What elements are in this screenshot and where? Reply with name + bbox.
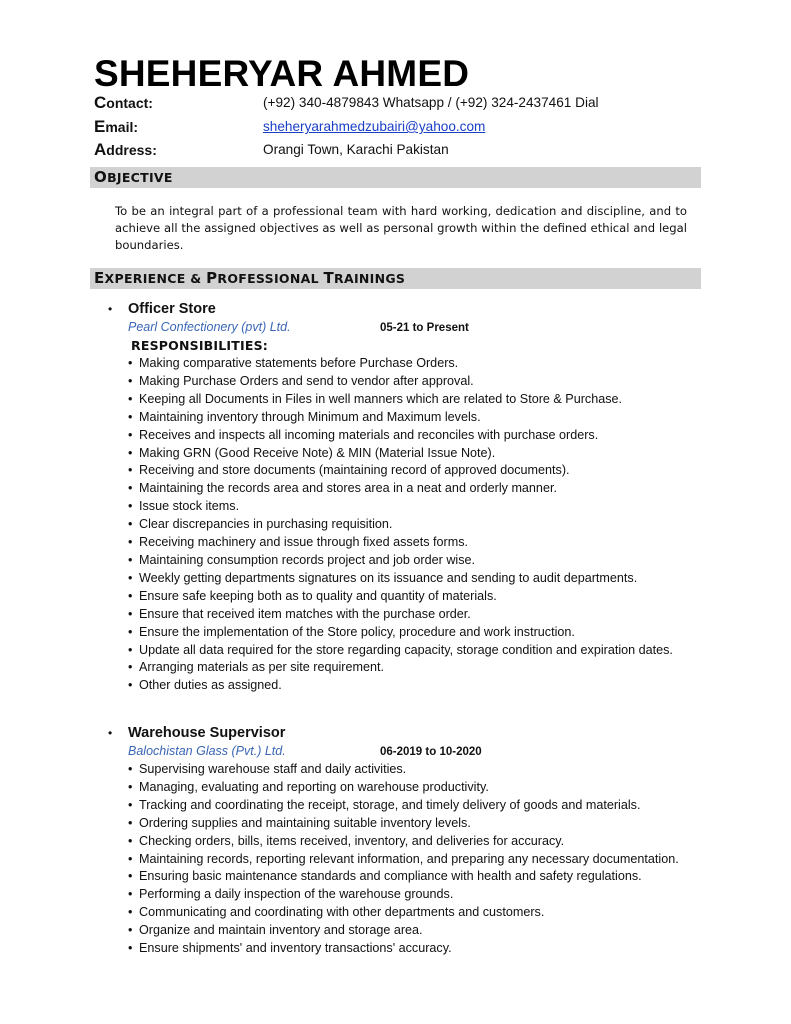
list-item: • Making Purchase Orders and send to vendor after approval. [128, 373, 708, 391]
list-item: • Organize and maintain inventory and storage area. [128, 922, 708, 940]
job-dates: 06-2019 to 10-2020 [380, 746, 482, 758]
company-name: Balochistan Glass (Pvt.) Ltd. [128, 744, 286, 758]
list-item: • Making comparative statements before Purchase Orders. [128, 355, 708, 373]
list-item: • Tracking and coordinating the receipt, storage, and timely delivery of goods and materials. [128, 797, 708, 815]
candidate-name: SHEHERYAR AHMED [94, 53, 470, 94]
list-item: • Maintaining records, reporting relevant information, and preparing any necessary documentation. [128, 851, 708, 869]
email-link[interactable]: sheheryarahmedzubairi@yahoo.com [263, 119, 486, 134]
address-label: Address: [94, 140, 157, 159]
list-item: • Receiving and store documents (maintaining record of approved documents). [128, 462, 708, 480]
list-item: • Receives and inspects all incoming materials and reconciles with purchase orders. [128, 427, 708, 445]
list-item: • Receiving machinery and issue through fixed assets forms. [128, 534, 708, 552]
list-item: • Making GRN (Good Receive Note) & MIN (Material Issue Note). [128, 445, 708, 463]
list-item: • Arranging materials as per site requirement. [128, 659, 708, 677]
job-title: Warehouse Supervisor [128, 725, 286, 741]
list-item: • Maintaining the records area and stores area in a neat and orderly manner. [128, 480, 708, 498]
list-item: • Ensure that received item matches with the purchase order. [128, 606, 708, 624]
list-item: • Supervising warehouse staff and daily activities. [128, 761, 708, 779]
list-item: • Ensuring basic maintenance standards and compliance with health and safety regulations. [128, 868, 708, 886]
job-responsibilities-list [128, 355, 708, 695]
job-dates: 05-21 to Present [380, 322, 469, 334]
list-item: • Keeping all Documents in Files in well manners which are related to Store & Purchase. [128, 391, 708, 409]
list-item: • Ordering supplies and maintaining suitable inventory levels. [128, 815, 708, 833]
contact-label: Contact: [94, 93, 153, 112]
list-item: • Checking orders, bills, items received, inventory, and deliveries for accuracy. [128, 833, 708, 851]
experience-section-bar [90, 268, 701, 289]
responsibilities-label: RESPONSIBILITIES: [131, 338, 268, 353]
bullet-icon: • [108, 726, 113, 740]
list-item: • Maintaining inventory through Minimum and Maximum levels. [128, 409, 708, 427]
address-value: Orangi Town, Karachi Pakistan [263, 142, 449, 157]
list-item: • Ensure the implementation of the Store policy, procedure and work instruction. [128, 624, 708, 642]
objective-text: To be an integral part of a professional team with hard working, dedication and discipline, and to achieve all the assigned objectives as well as personal growth within the defined ethical and legal boundaries. [115, 204, 687, 252]
list-item: • Ensure shipments' and inventory transactions' accuracy. [128, 940, 708, 958]
list-item: • Maintaining consumption records project and job order wise. [128, 552, 708, 570]
list-item: • Issue stock items. [128, 498, 708, 516]
list-item: • Ensure safe keeping both as to quality and quantity of materials. [128, 588, 708, 606]
list-item: • Performing a daily inspection of the warehouse grounds. [128, 886, 708, 904]
email-label: Email: [94, 117, 139, 136]
list-item: • Update all data required for the store regarding capacity, storage condition and expiration dates. [128, 642, 708, 660]
list-item: • Other duties as assigned. [128, 677, 708, 695]
list-item: • Communicating and coordinating with other departments and customers. [128, 904, 708, 922]
contact-value: (+92) 340-4879843 Whatsapp / (+92) 324-2437461 Dial [263, 95, 599, 110]
bullet-icon: • [108, 302, 113, 316]
list-item: • Clear discrepancies in purchasing requisition. [128, 516, 708, 534]
objective-heading: OBJECTIVE [94, 168, 173, 186]
job-duties-list [128, 761, 708, 958]
job-title: Officer Store [128, 301, 216, 317]
company-name: Pearl Confectionery (pvt) Ltd. [128, 320, 291, 334]
list-item: • Managing, evaluating and reporting on warehouse productivity. [128, 779, 708, 797]
experience-heading: EXPERIENCE & PROFESSIONAL TRAININGS [94, 269, 406, 287]
objective-section-bar [90, 167, 701, 188]
list-item: • Weekly getting departments signatures on its issuance and sending to audit departments. [128, 570, 708, 588]
